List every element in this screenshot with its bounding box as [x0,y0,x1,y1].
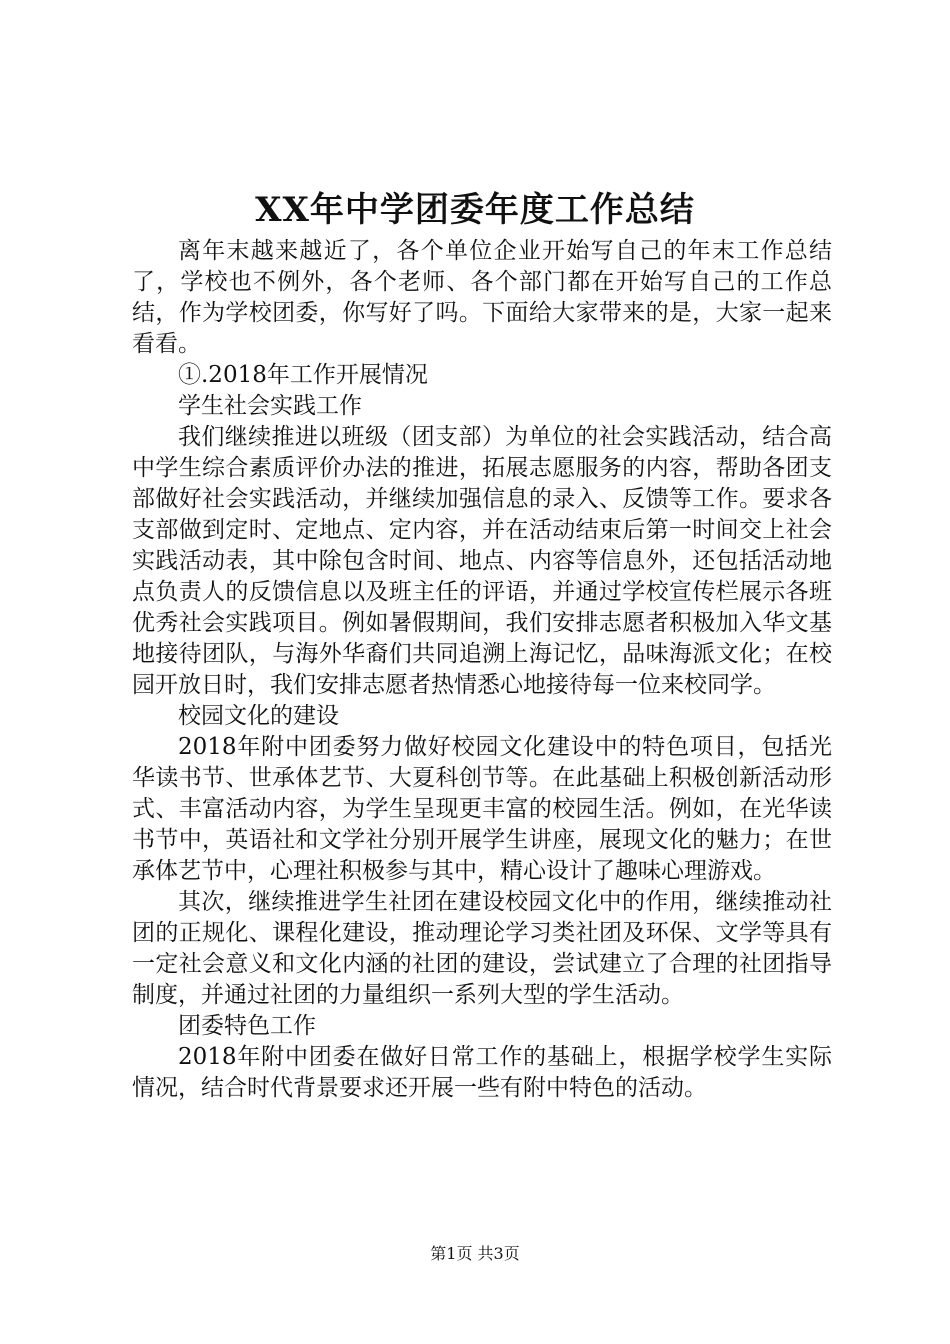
page-number-footer: 第1页 共3页 [430,1244,520,1263]
paragraph-campus-culture: 2018年附中团委努力做好校园文化建设中的特色项目，包括光华读书节、世承体艺节、大夏科创节等。在此基础上积极创新活动形式、丰富活动内容，为学生呈现更丰富的校园生活。例如，在光华读书节中，英语社和文学社分别开展学生讲座，展现文化的魅力；在世承体艺节中，心理社积极参与其中，精心设计了趣味心理游戏。 [132,734,832,884]
paragraph-special-work: 2018年附中团委在做好日常工作的基础上，根据学校学生实际情况，结合时代背景要求还开展一些有附中特色的活动。 [132,1044,832,1101]
subheading-social-practice: 学生社会实践工作 [178,393,362,419]
document-title: XX年中学团委年度工作总结 [255,190,695,230]
section-heading-work-overview: ①.2018年工作开展情况 [178,362,428,388]
paragraph-student-clubs: 其次，继续推进学生社团在建设校园文化中的作用，继续推动社团的正规化、课程化建设，推动理论学习类社团及环保、文学等具有一定社会意义和文化内涵的社团的建设，尝试建立了合理的社团指导制度，并通过社团的力量组织一系列大型的学生活动。 [132,889,832,1008]
paragraph-social-practice: 我们继续推进以班级（团支部）为单位的社会实践活动，结合高中学生综合素质评价办法的推进，拓展志愿服务的内容，帮助各团支部做好社会实践活动，并继续加强信息的录入、反馈等工作。要求各支部做到定时、定地点、定内容，并在活动结束后第一时间交上社会实践活动表，其中除包含时间、地点、内容等信息外，还包括活动地点负责人的反馈信息以及班主任的评语，并通过学校宣传栏展示各班优秀社会实践项目。例如暑假期间，我们安排志愿者积极加入华文基地接待团队，与海外华裔们共同追溯上海记忆，品味海派文化；在校园开放日时，我们安排志愿者热情悉心地接待每一位来校同学。 [132,424,832,698]
paragraph-intro: 离年末越来越近了，各个单位企业开始写自己的年末工作总结了，学校也不例外，各个老师、各个部门都在开始写自己的工作总结，作为学校团委，你写好了吗。下面给大家带来的是，大家一起来看看。 [132,238,832,357]
subheading-special-work: 团委特色工作 [178,1013,316,1039]
document-body [132,236,832,1104]
subheading-campus-culture: 校园文化的建设 [178,703,339,729]
